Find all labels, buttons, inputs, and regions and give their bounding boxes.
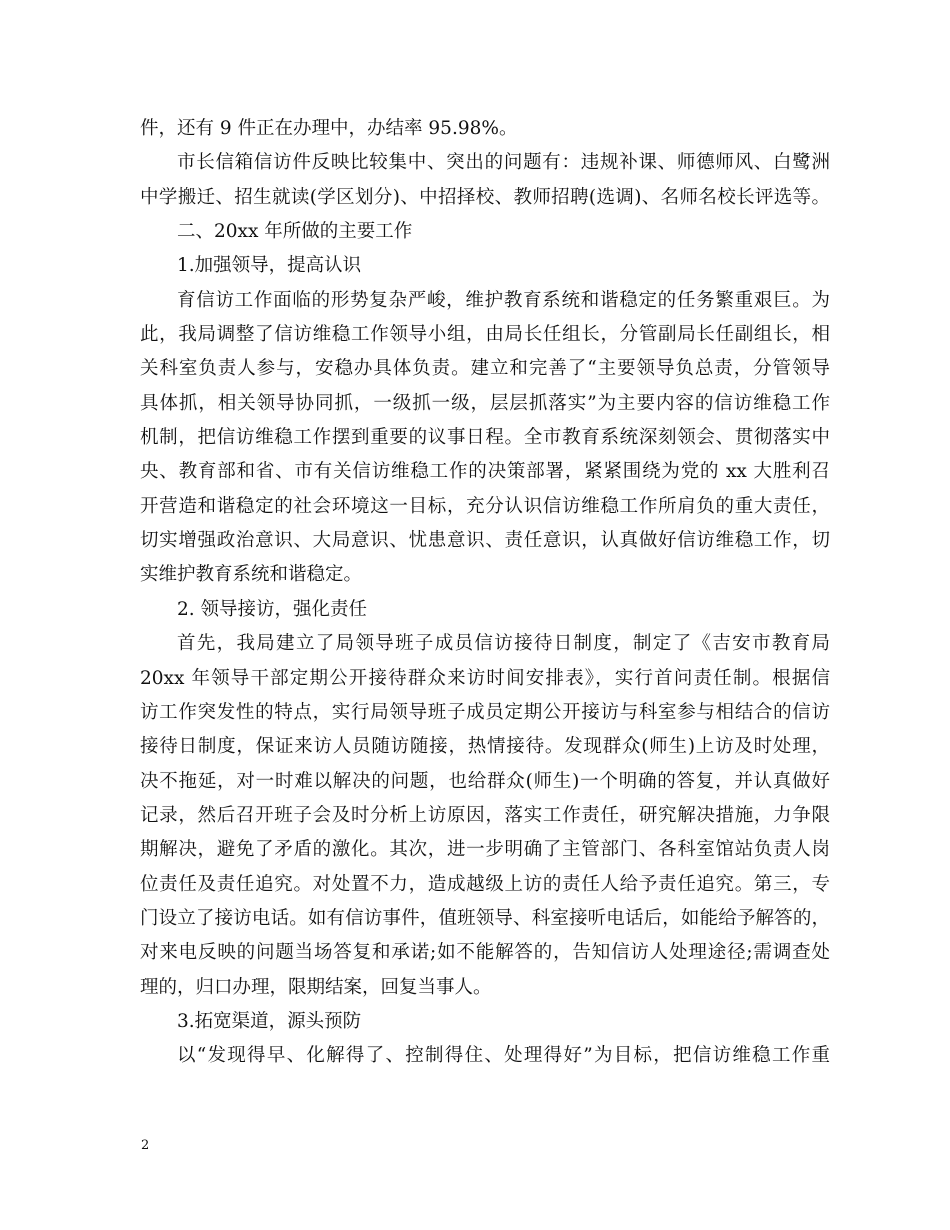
paragraph-line: 位责任及责任追究。对处置不力，造成越级上访的责任人给予责任追究。第三，专 <box>140 873 830 895</box>
paragraph-line: 市长信箱信访件反映比较集中、突出的问题有：违规补课、师德师风、白鹭洲 <box>177 152 830 174</box>
subsection-heading: 1.加强领导，提高认识 <box>177 255 362 277</box>
paragraph-line: 访工作突发性的特点，实行局领导班子成员定期公开接访与科室参与相结合的信访 <box>140 701 830 723</box>
paragraph-line: 央、教育部和省、市有关信访维稳工作的决策部署，紧紧围绕为党的 xx 大胜利召 <box>140 461 830 483</box>
paragraph-line: 对来电反映的问题当场答复和承诺;如不能解答的，告知信访人处理途径;需调查处 <box>140 942 830 964</box>
section-heading: 二、20xx 年所做的主要工作 <box>177 221 413 243</box>
paragraph-line: 此，我局调整了信访维稳工作领导小组，由局长任组长，分管副局长任副组长，相 <box>140 324 830 346</box>
paragraph-line: 育信访工作面临的形势复杂严峻，维护教育系统和谐稳定的任务繁重艰巨。为 <box>177 289 830 311</box>
paragraph-line: 决不拖延，对一时难以解决的问题，也给群众(师生)一个明确的答复，并认真做好 <box>140 770 830 792</box>
subsection-heading: 3.拓宽渠道，源头预防 <box>177 1010 362 1032</box>
paragraph-line: 中学搬迁、招生就读(学区划分)、中招择校、教师招聘(选调)、名师名校长评选等。 <box>140 186 830 208</box>
paragraph-line: 实维护教育系统和谐稳定。 <box>140 564 363 586</box>
paragraph-line: 记录，然后召开班子会及时分析上访原因，落实工作责任，研究解决措施，力争限 <box>140 804 830 826</box>
paragraph-line: 件，还有 9 件正在办理中，办结率 95.98%。 <box>140 118 518 139</box>
paragraph-line: 首先，我局建立了局领导班子成员信访接待日制度，制定了《吉安市教育局 <box>177 633 830 655</box>
paragraph-line: 期解决，避免了矛盾的激化。其次，进一步明确了主管部门、各科室馆站负责人岗 <box>140 839 830 861</box>
paragraph-line: 接待日制度，保证来访人员随访随接，热情接待。发现群众(师生)上访及时处理， <box>140 736 830 758</box>
paragraph-line: 理的，归口办理，限期结案，回复当事人。 <box>140 976 492 998</box>
paragraph-line: 机制，把信访维稳工作摆到重要的议事日程。全市教育系统深刻领会、贯彻落实中 <box>140 427 830 449</box>
paragraph-line: 以“发现得早、化解得了、控制得住、处理得好”为目标，把信访维稳工作重 <box>177 1045 830 1067</box>
paragraph-line: 关科室负责人参与，安稳办具体负责。建立和完善了“主要领导负总责，分管领导 <box>140 358 830 380</box>
document-body <box>140 112 830 1074</box>
paragraph-line: 20xx 年领导干部定期公开接待群众来访时间安排表》，实行首问责任制。根据信 <box>140 667 830 689</box>
subsection-heading: 2. 领导接访，强化责任 <box>177 598 368 620</box>
paragraph-line: 具体抓，相关领导协同抓，一级抓一级，层层抓落实”为主要内容的信访维稳工作 <box>140 392 830 414</box>
paragraph-line: 门设立了接访电话。如有信访事件，值班领导、科室接听电话后，如能给予解答的， <box>140 907 830 929</box>
page-number: 2 <box>141 1138 150 1153</box>
paragraph-line: 开营造和谐稳定的社会环境这一目标，充分认识信访维稳工作所肩负的重大责任， <box>140 495 830 517</box>
paragraph-line: 切实增强政治意识、大局意识、忧患意识、责任意识，认真做好信访维稳工作，切 <box>140 530 830 552</box>
